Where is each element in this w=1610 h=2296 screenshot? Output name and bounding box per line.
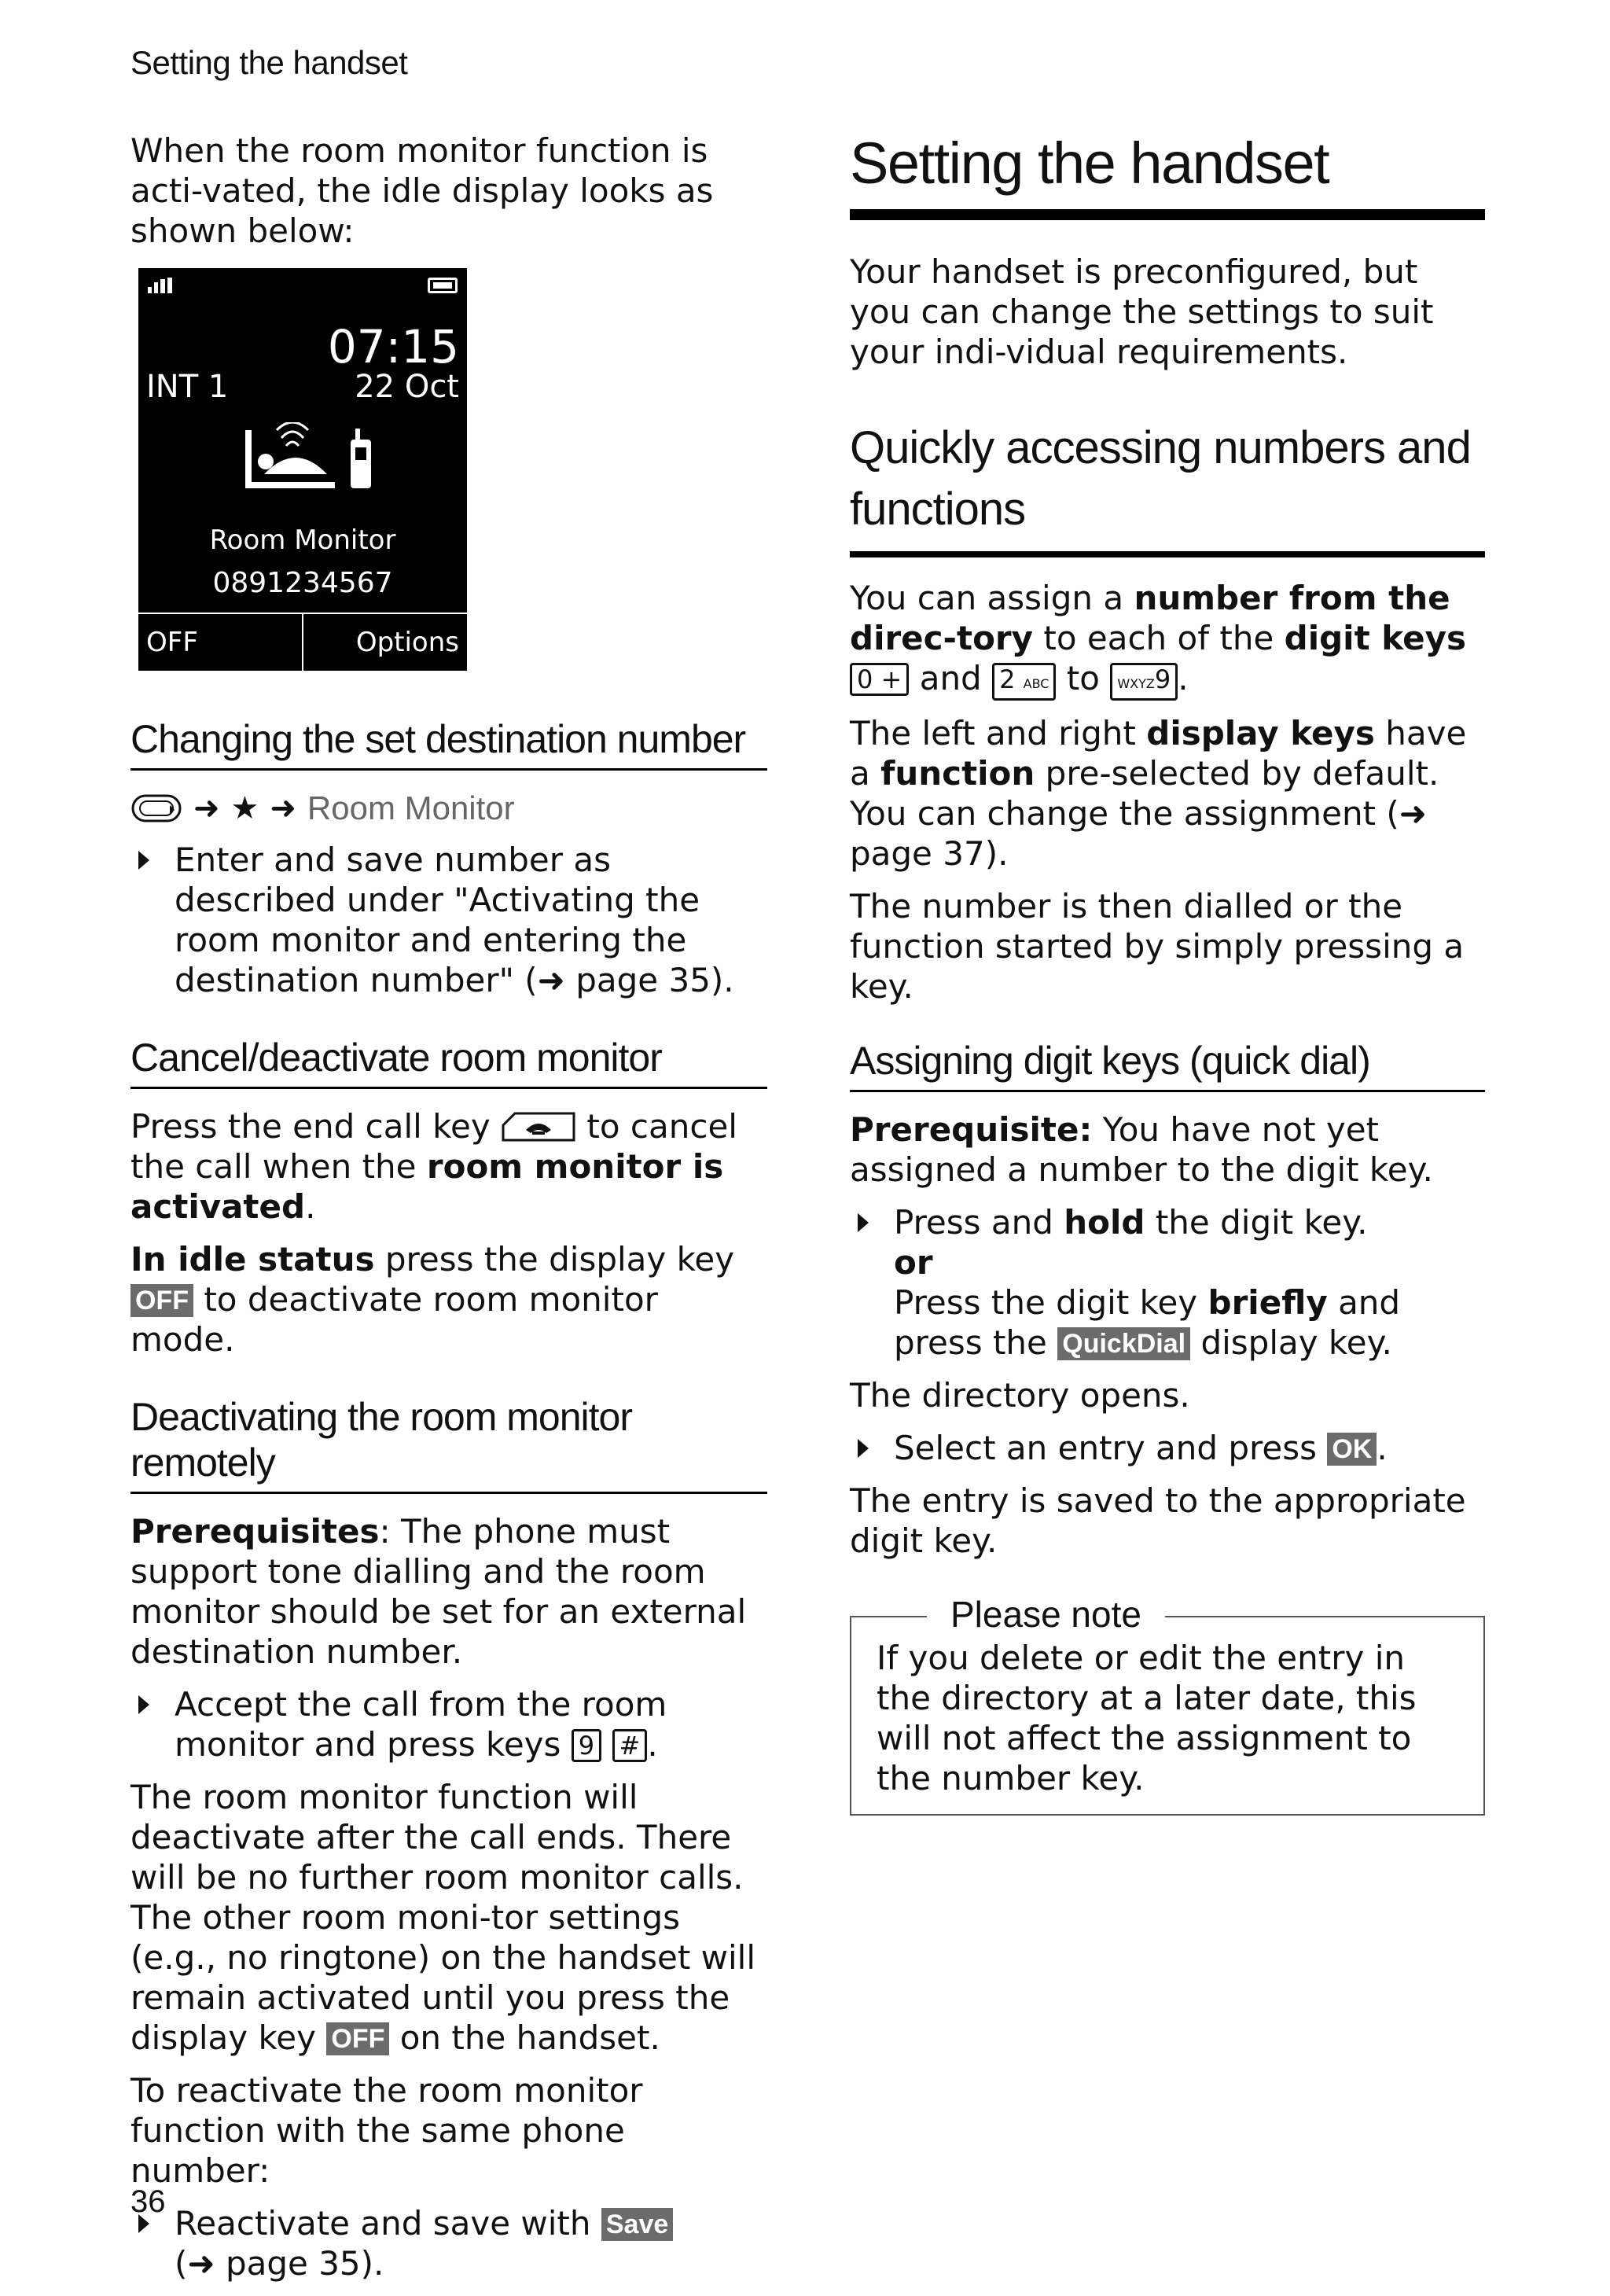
star-icon: ★ xyxy=(230,790,259,826)
step-enter-number: Enter and save number as described under "Activating the room monitor and entering the destination number" (➜ page 35). xyxy=(130,840,767,1000)
display-destination-number: 0891234567 xyxy=(212,567,393,599)
step-marker-icon xyxy=(858,1213,869,1232)
bold-text: room monitor is activated xyxy=(130,1147,724,1226)
key-digit: 9 xyxy=(1154,664,1171,694)
key-9: 9 xyxy=(572,1729,601,1762)
page-reference: page 35). xyxy=(575,961,734,999)
display-key-ok: OK xyxy=(1327,1433,1377,1466)
note-text: If you delete or edit the entry in the directory at a later date, this will not affect the assignment to the number key. xyxy=(877,1639,1417,1797)
reactivate-paragraph: To reactivate the room monitor function with the same phone number: xyxy=(130,2071,643,2190)
end-call-paragraph xyxy=(130,1106,767,1227)
step-press-hold xyxy=(850,1202,1485,1363)
menu-path xyxy=(130,788,767,829)
text: Press the digit key xyxy=(894,1283,1198,1322)
step-text: Enter and save number as described under "Activating the room monitor and entering the destination number" xyxy=(175,841,700,999)
text: : The phone must support tone dialling and the room monitor should be set for an external destination number. xyxy=(130,1512,747,1671)
bold-text: In idle status xyxy=(130,1240,375,1279)
arrow-right-icon: ➜ xyxy=(1399,794,1427,833)
text: on the handset. xyxy=(399,2018,660,2057)
text: and press the xyxy=(894,1283,1401,1362)
text: pre-selected by default. You can change the assignment ( xyxy=(850,754,1439,833)
section-heading-deactivate-remotely: Deactivating the room monitor remotely xyxy=(130,1394,767,1494)
display-time: 07:15 xyxy=(327,320,459,373)
display-key-save: Save xyxy=(601,2208,673,2241)
bold-text: number from the direc-tory xyxy=(850,579,1450,657)
text: have a xyxy=(850,714,1467,793)
entry-saved-paragraph: The entry is saved to the appropriate digit key. xyxy=(850,1481,1466,1560)
key-9 xyxy=(1110,663,1178,701)
bold-text: briefly xyxy=(1208,1283,1328,1322)
display-key-off: OFF xyxy=(130,1284,193,1317)
menu-key-icon xyxy=(130,793,182,824)
text: and xyxy=(919,659,982,697)
menu-item-room-monitor: Room Monitor xyxy=(307,789,515,826)
running-head: Setting the handset xyxy=(130,44,408,81)
deactivate-info-paragraph xyxy=(130,1777,767,2058)
section-heading-quick-access: Quickly accessing numbers and functions xyxy=(850,418,1485,557)
note-title: Please note xyxy=(927,1592,1165,1636)
room-monitor-icon xyxy=(241,422,382,498)
text: to xyxy=(1066,659,1100,697)
text: You can assign a xyxy=(850,579,1124,617)
softkey-left: OFF xyxy=(146,627,198,658)
display-key-quickdial: QuickDial xyxy=(1057,1327,1190,1360)
text: The room monitor function will deactivate after the call ends. There will be no further room monitor calls. The other room moni-tor settings (e.g., no ringtone) on the handset will remain activated until you press the display key xyxy=(130,1778,756,2057)
section-heading-cancel: Cancel/deactivate room monitor xyxy=(130,1035,767,1089)
step-text: Reactivate and save with xyxy=(175,2204,591,2243)
key-digit: 2 xyxy=(999,664,1016,694)
right-column xyxy=(850,131,1485,1816)
please-note-box xyxy=(850,1594,1485,1816)
idle-status-paragraph xyxy=(130,1239,767,1360)
battery-icon xyxy=(428,278,458,293)
bold-text: digit keys xyxy=(1284,619,1466,657)
page-reference: page 35). xyxy=(225,2244,384,2283)
bold-text: display keys xyxy=(1146,714,1375,752)
text: Select an entry and press xyxy=(894,1429,1318,1467)
intro-paragraph: When the room monitor function is acti-vated, the idle display looks as shown below: xyxy=(130,131,714,250)
display-keys-paragraph xyxy=(850,713,1485,874)
chapter-intro: Your handset is preconfigured, but you can change the settings to suit your indi-vidual requirements. xyxy=(850,252,1434,371)
step-reactivate: Reactivate and save with Save (➜ page 35). xyxy=(130,2203,767,2283)
text: You have not yet assigned a number to the digit key. xyxy=(850,1110,1433,1189)
step-select-entry: Select an entry and press OK . xyxy=(850,1428,1485,1468)
bold-text: Prerequisites xyxy=(130,1512,380,1551)
arrow-right-icon: ➜ xyxy=(270,790,296,826)
text: to each of the xyxy=(1043,619,1274,657)
step-marker-icon xyxy=(138,851,149,870)
text: Press and xyxy=(894,1203,1053,1242)
left-column xyxy=(130,131,767,2296)
key-letters: ABC xyxy=(1023,676,1049,691)
text: the digit key. xyxy=(1155,1203,1368,1242)
key-0: 0 + xyxy=(850,663,909,696)
display-mode-text: Room Monitor xyxy=(209,524,396,556)
text: Press the end call key xyxy=(130,1107,491,1146)
key-letters: WXYZ xyxy=(1117,676,1155,691)
section-heading-change-destination: Changing the set destination number xyxy=(130,716,767,771)
text: . xyxy=(1178,659,1189,697)
text: The left and right xyxy=(850,714,1136,752)
end-call-key-icon xyxy=(501,1111,576,1142)
dial-paragraph: The number is then dialled or the function started by simply pressing a key. xyxy=(850,887,1465,1006)
text: to deactivate room monitor mode. xyxy=(130,1280,658,1359)
bold-text: Prerequisite: xyxy=(850,1110,1093,1149)
arrow-right-icon: ➜ xyxy=(193,790,220,826)
bold-text: or xyxy=(894,1243,933,1282)
step-marker-icon xyxy=(858,1439,869,1458)
bold-text: function xyxy=(880,754,1035,793)
text: . xyxy=(305,1187,316,1226)
display-date: 22 Oct xyxy=(355,369,459,405)
page-reference: page 37). xyxy=(850,834,1009,873)
softkey-divider xyxy=(302,614,303,671)
step-marker-icon xyxy=(138,1695,149,1714)
directory-opens-paragraph: The directory opens. xyxy=(850,1376,1190,1415)
text: to cancel the call when the xyxy=(130,1107,737,1186)
section-heading-quick-dial: Assigning digit keys (quick dial) xyxy=(850,1038,1485,1092)
display-internal-name: INT 1 xyxy=(146,369,229,405)
key-2 xyxy=(992,663,1056,701)
display-key-off: OFF xyxy=(326,2022,389,2055)
digit-keys-paragraph xyxy=(850,578,1485,701)
display-softkey-bar xyxy=(138,613,467,671)
chapter-title: Setting the handset xyxy=(850,131,1485,220)
text: display key. xyxy=(1200,1323,1392,1362)
bold-text: hold xyxy=(1064,1203,1145,1242)
idle-display-illustration xyxy=(138,268,467,671)
prerequisite-paragraph xyxy=(850,1109,1485,1190)
softkey-right: Options xyxy=(355,627,459,658)
page-number: 36 xyxy=(130,2184,166,2219)
prerequisites-paragraph xyxy=(130,1511,767,1672)
step-text: Accept the call from the room monitor and press keys xyxy=(175,1685,667,1764)
key-hash: # xyxy=(612,1729,648,1762)
text: press the display key xyxy=(384,1240,735,1279)
arrow-right-icon: ➜ xyxy=(187,2244,215,2283)
signal-icon xyxy=(146,276,178,296)
arrow-right-icon: ➜ xyxy=(537,961,565,999)
step-accept-call: Accept the call from the room monitor and press keys 9 # . xyxy=(130,1684,767,1764)
